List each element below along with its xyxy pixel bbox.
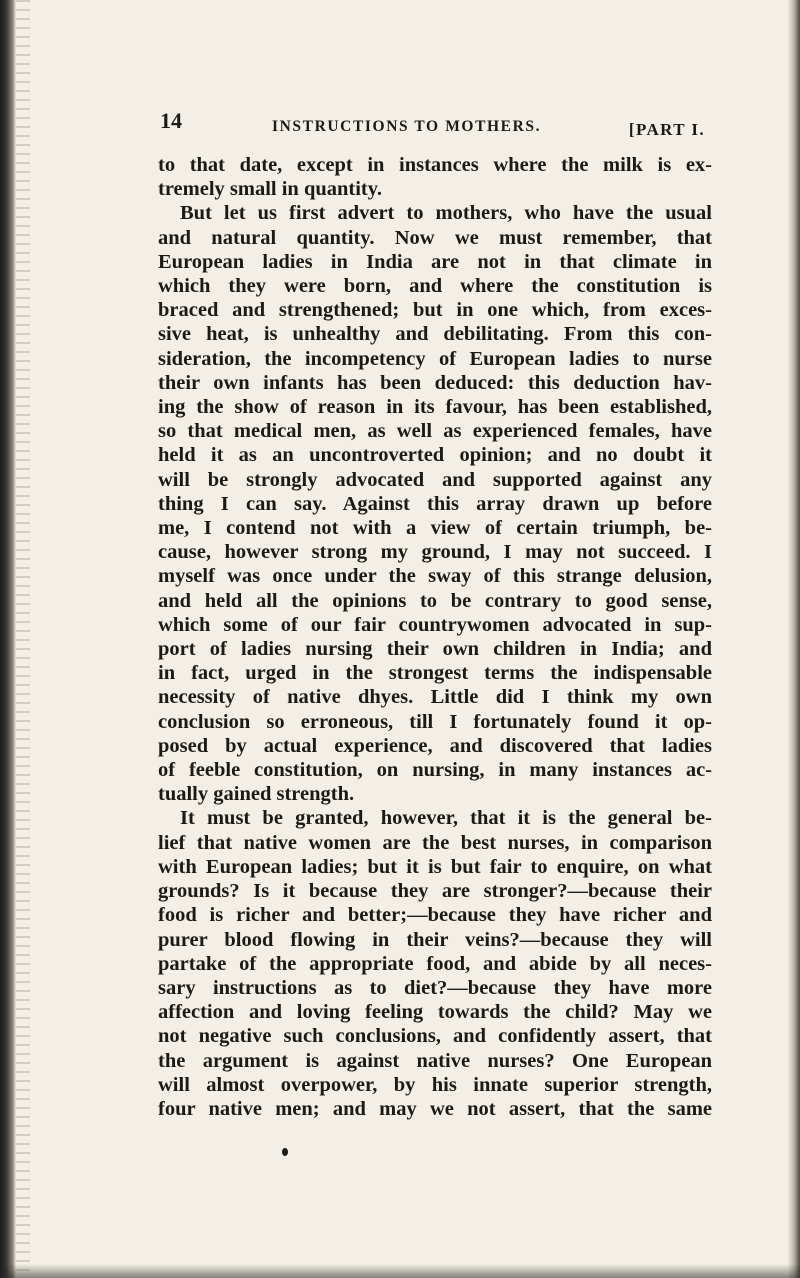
text-line: port of ladies nursing their own children in India; and	[158, 638, 712, 661]
text-line: food is richer and better;—because they have richer and	[158, 904, 712, 927]
text-line: of feeble constitution, on nursing, in many instances ac-	[158, 759, 712, 782]
text-line: and natural quantity. Now we must remember, that	[158, 226, 712, 249]
binding-shadow	[0, 0, 16, 1278]
text-line: partake of the appropriate food, and abide by all neces-	[158, 952, 712, 975]
text-line: purer blood flowing in their veins?—because they will	[158, 928, 712, 951]
part-label: [PART I.	[628, 120, 705, 139]
text-line: and held all the opinions to be contrary to good sense,	[158, 589, 712, 612]
text-line: me, I contend not with a view of certain triumph, be-	[158, 517, 712, 540]
page-number: 14	[160, 108, 182, 133]
text-line: their own infants has been deduced: this deduction hav-	[158, 371, 712, 394]
text-line: to that date, except in instances where the milk is ex-	[158, 154, 712, 176]
text-line: sive heat, is unhealthy and debilitating. From this con-	[158, 323, 712, 346]
page-right-edge	[788, 0, 800, 1278]
text-line: thing I can say. Against this array drawn up before	[158, 492, 712, 515]
binding-stitching	[16, 0, 30, 1278]
text-line: will almost overpower, by his innate superior strength,	[158, 1073, 712, 1096]
text-line: braced and strengthened; but in one which, from exces-	[158, 299, 712, 322]
text-line: grounds? Is it because they are stronger?—because their	[158, 880, 712, 903]
text-line: European ladies in India are not in that climate in	[158, 250, 712, 273]
text-line: sideration, the incompetency of European ladies to nurse	[158, 347, 712, 370]
page-bottom-edge	[0, 1264, 800, 1278]
text-line: which some of our fair countrywomen advocated in sup-	[158, 613, 712, 636]
text-line: so that medical men, as well as experienced females, have	[158, 420, 712, 443]
text-line: which they were born, and where the constitution is	[158, 275, 712, 298]
text-line: tremely small in quantity.	[158, 178, 382, 201]
text-line: tually gained strength.	[158, 783, 355, 806]
text-line: But let us first advert to mothers, who have the usual	[180, 202, 712, 225]
text-line: ing the show of reason in its favour, has been established,	[158, 396, 712, 419]
text-line: in fact, urged in the strongest terms the indispensable	[158, 662, 712, 685]
text-line: myself was once under the sway of this strange delusion,	[158, 565, 712, 588]
text-line: lief that native women are the best nurses, in comparison	[158, 831, 712, 854]
text-line: affection and loving feeling towards the child? May we	[158, 1001, 712, 1024]
body-text	[158, 153, 712, 1121]
text-line: will be strongly advocated and supported against any	[158, 468, 712, 491]
text-line: It must be granted, however, that it is the general be-	[180, 807, 712, 830]
text-line: cause, however strong my ground, I may not succeed. I	[158, 541, 712, 564]
page-header	[160, 108, 705, 144]
text-line: posed by actual experience, and discovered that ladies	[158, 734, 712, 757]
text-line: not negative such conclusions, and confidently assert, that	[158, 1025, 712, 1048]
text-line: conclusion so erroneous, till I fortunately found it op-	[158, 710, 712, 733]
text-line: sary instructions as to diet?—because they have more	[158, 976, 712, 999]
text-line: necessity of native dhyes. Little did I think my own	[158, 686, 712, 709]
text-line: four native men; and may we not assert, that the same	[158, 1097, 712, 1120]
text-line: the argument is against native nurses? One European	[158, 1049, 712, 1072]
text-line: with European ladies; but it is but fair to enquire, on what	[158, 855, 712, 878]
running-head: INSTRUCTIONS TO MOTHERS.	[272, 118, 542, 135]
text-line: held it as an uncontroverted opinion; and no doubt it	[158, 444, 712, 467]
ink-mark	[282, 1148, 288, 1156]
